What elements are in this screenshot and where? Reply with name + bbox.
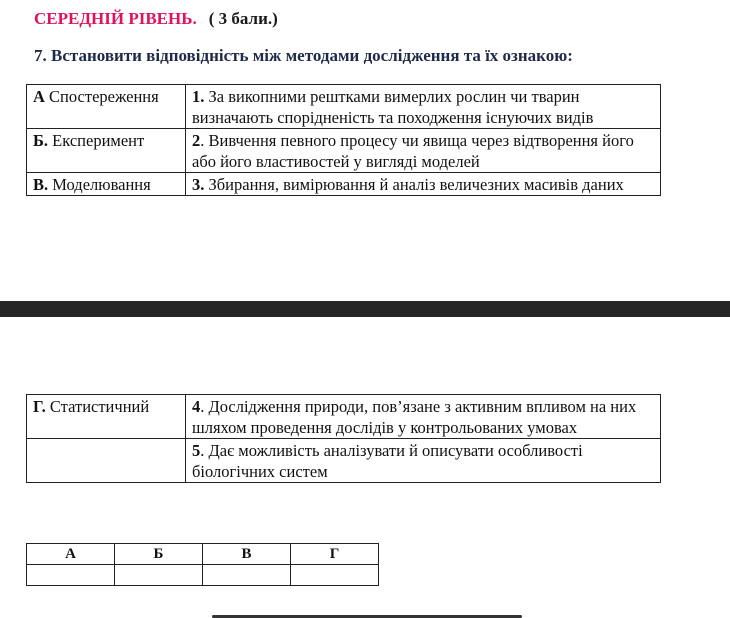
description-text: За викопними рештками вимерлих рослин чи тварин визначають спорідненість та походження існуючих видів bbox=[192, 87, 594, 127]
description-number: 1. bbox=[192, 87, 205, 106]
description-number: 5 bbox=[192, 441, 201, 460]
method-key: В. bbox=[33, 175, 49, 194]
task-statement: 7. Встановити відповідність між методами дослідження та їх ознакою: bbox=[34, 46, 573, 65]
answer-cell-v[interactable] bbox=[203, 565, 291, 586]
method-key: Г. bbox=[33, 397, 46, 416]
answer-header-row bbox=[27, 544, 379, 565]
answer-cell-a[interactable] bbox=[27, 565, 115, 586]
description-text: . Дослідження природи, пов’язане з активним впливом на них шляхом проведення дослідів у контрольованих умовах bbox=[192, 397, 637, 437]
level-heading bbox=[34, 9, 278, 29]
method-cell bbox=[27, 395, 186, 439]
answer-cell-b[interactable] bbox=[115, 565, 203, 586]
method-name: Експеримент bbox=[52, 131, 145, 150]
method-name: Моделювання bbox=[52, 175, 151, 194]
method-cell bbox=[27, 129, 186, 173]
description-cell bbox=[186, 85, 661, 129]
description-text: Збирання, вимірювання й аналіз величезних масивів даних bbox=[208, 175, 624, 194]
table-row bbox=[27, 85, 661, 129]
description-number: 4 bbox=[192, 397, 201, 416]
description-cell bbox=[186, 439, 661, 483]
description-cell bbox=[186, 395, 661, 439]
answer-cell-g[interactable] bbox=[291, 565, 379, 586]
method-cell bbox=[27, 173, 186, 196]
method-name: Спостереження bbox=[49, 87, 159, 106]
answer-grid bbox=[26, 543, 379, 586]
answer-input-row bbox=[27, 565, 379, 586]
matching-table-bottom bbox=[26, 394, 661, 483]
method-name: Статистичний bbox=[49, 397, 150, 416]
table-row bbox=[27, 129, 661, 173]
table-row bbox=[27, 395, 661, 439]
answer-header-a: А bbox=[27, 544, 115, 565]
points-label: ( 3 бали.) bbox=[208, 9, 278, 28]
description-cell bbox=[186, 129, 661, 173]
method-key: А bbox=[33, 87, 45, 106]
level-title: СЕРЕДНІЙ РІВЕНЬ. bbox=[34, 9, 197, 28]
description-number: 2 bbox=[192, 131, 201, 150]
table-row bbox=[27, 173, 661, 196]
description-text: . Вивчення певного процесу чи явища через відтворення його або його властивостей у вигляді моделей bbox=[192, 131, 634, 171]
divider-bar bbox=[0, 301, 730, 317]
description-cell bbox=[186, 173, 661, 196]
matching-table-top bbox=[26, 84, 661, 196]
answer-header-g: Г bbox=[291, 544, 379, 565]
method-cell bbox=[27, 85, 186, 129]
description-number: 3. bbox=[192, 175, 205, 194]
answer-header-v: В bbox=[203, 544, 291, 565]
table-row bbox=[27, 439, 661, 483]
method-cell bbox=[27, 439, 186, 483]
method-key: Б. bbox=[33, 131, 49, 150]
description-text: . Дає можливість аналізувати й описувати особливості біологічних систем bbox=[192, 441, 583, 481]
answer-header-b: Б bbox=[115, 544, 203, 565]
